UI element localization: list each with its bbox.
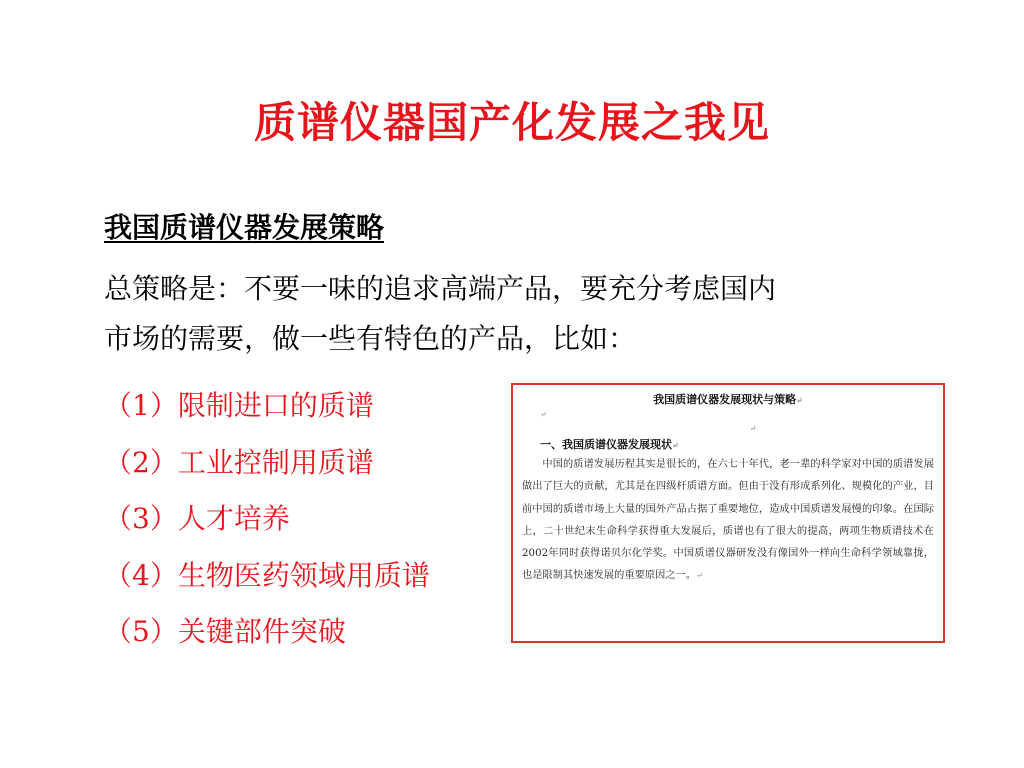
strategy-list [104, 378, 430, 661]
document-body [522, 454, 934, 588]
document-section-text: 一、我国质谱仪器发展现状 [540, 438, 672, 451]
document-excerpt-box [511, 383, 945, 643]
paragraph-mark-icon: ↵ [696, 571, 703, 581]
list-item: （5）关键部件突破 [104, 615, 346, 648]
section-heading: 我国质谱仪器发展策略 [104, 211, 385, 244]
strategy-line-2: 市场的需要，做一些有特色的产品，比如： [104, 322, 637, 355]
list-item: （2）工业控制用质谱 [104, 445, 374, 479]
paragraph-mark-icon: ↵ [672, 440, 679, 450]
list-item: （3）人才培养 [104, 502, 290, 535]
document-body-text: 中国的质谱发展历程其实是很长的，在六七十年代，老一辈的科学家对中国的质谱发展做出了巨大的贡献，尤其是在四级杆质谱方面。但由于没有形成系列化、规模化的产业，目前中国的质谱市场上大量的国外产品占据了重要地位，造成中国质谱发展慢的印象。在国际上，二十世纪末生命科学获得重大发展后，质谱也有了很大的提高，两项生物质谱技术在2002年同时获得诺贝尔化学奖。中国质谱仪器研发没有像国外一样向生命科学领域靠拢，也是限制其快速发展的重要原因之一。 [522, 459, 934, 582]
document-section-heading [522, 436, 934, 454]
paragraph-mark-icon: ↵ [749, 424, 757, 433]
slide-title: 质谱仪器国产化发展之我见 [253, 98, 770, 147]
paragraph-mark-icon: ↵ [540, 410, 547, 419]
document-title [522, 392, 934, 408]
list-item: （4）生物医药领域用质谱 [104, 558, 430, 592]
list-item: （1）限制进口的质谱 [104, 389, 374, 422]
paragraph-mark-icon: ↵ [796, 395, 803, 405]
strategy-text [104, 264, 934, 364]
strategy-line-1: 总策略是：不要一味的追求高端产品，要充分考虑国内 [104, 272, 777, 305]
document-title-text: 我国质谱仪器发展现状与策略 [653, 393, 797, 406]
